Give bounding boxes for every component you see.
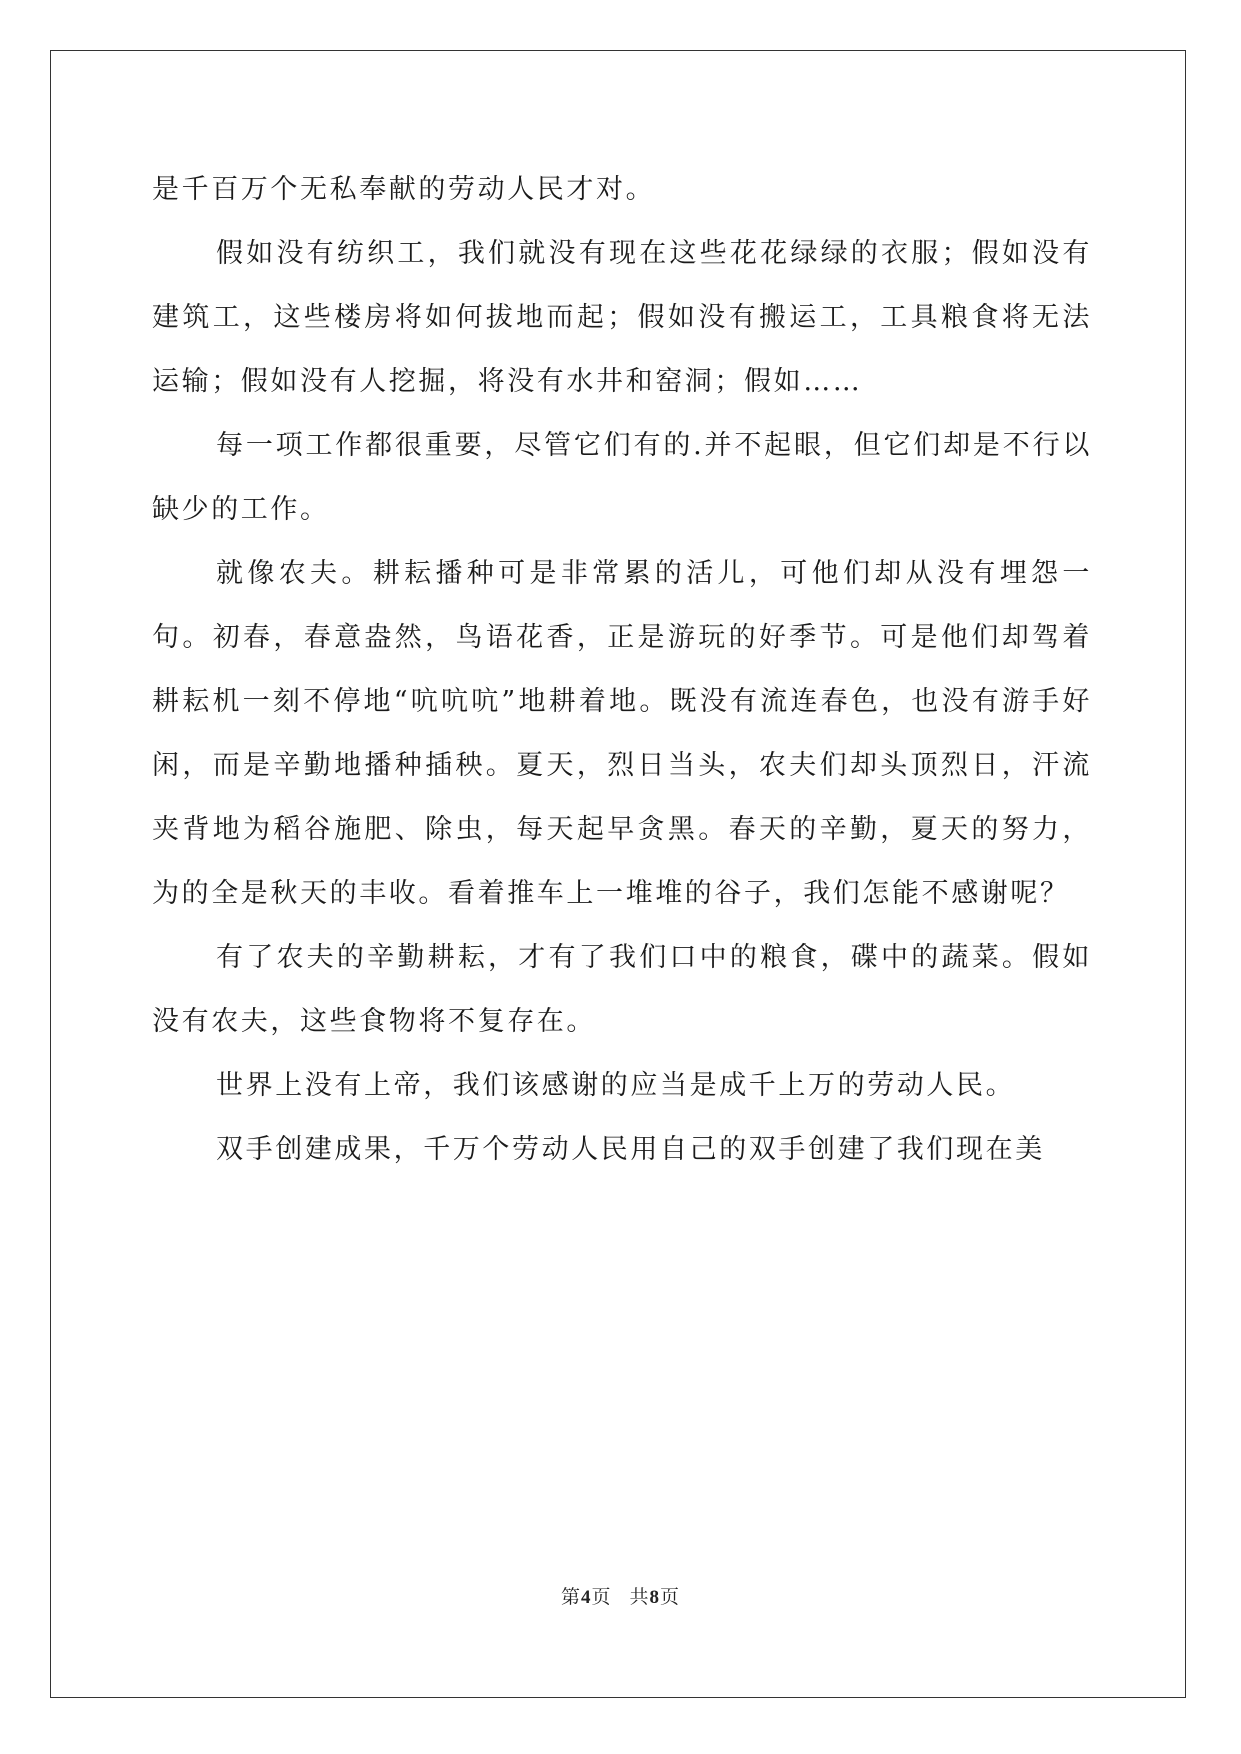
page-footer xyxy=(0,1582,1241,1609)
paragraph-3: 每一项工作都很重要，尽管它们有的.并不起眼，但它们却是不行以缺少的工作。 xyxy=(152,430,1092,525)
total-pages-prefix: 共 xyxy=(629,1586,650,1608)
paragraph-2: 假如没有纺织工，我们就没有现在这些花花绿绿的衣服；假如没有建筑工，这些楼房将如何拔地而起；假如没有搬运工，工具粮食将无法运输；假如没有人挖掘，将没有水井和窑洞；假如…… xyxy=(152,238,1092,397)
document-body xyxy=(152,158,1092,1182)
paragraph-1: 是千百万个无私奉献的劳动人民才对。 xyxy=(152,174,656,205)
paragraph-6: 世界上没有上帝，我们该感谢的应当是成千上万的劳动人民。 xyxy=(216,1070,1016,1101)
current-page-number: 4 xyxy=(580,1587,592,1608)
paragraph-5: 有了农夫的辛勤耕耘，才有了我们口中的粮食，碟中的蔬菜。假如没有农夫，这些食物将不复存在。 xyxy=(152,942,1092,1037)
total-pages-number: 8 xyxy=(649,1587,661,1608)
page-number-suffix: 页 xyxy=(591,1586,612,1608)
total-pages-suffix: 页 xyxy=(660,1586,681,1608)
paragraph-4: 就像农夫。耕耘播种可是非常累的活儿，可他们却从没有埋怨一句。初春，春意盎然，鸟语花香，正是游玩的好季节。可是他们却驾着耕耘机一刻不停地“吭吭吭”地耕着地。既没有流连春色，也没有游手好闲，而是辛勤地播种插秧。夏天，烈日当头，农夫们却头顶烈日，汗流夹背地为稻谷施肥、除虫，每天起早贪黑。春天的辛勤，夏天的努力，为的全是秋天的丰收。看着推车上一堆堆的谷子，我们怎能不感谢呢？ xyxy=(152,558,1092,909)
paragraph-7: 双手创建成果，千万个劳动人民用自己的双手创建了我们现在美 xyxy=(216,1134,1045,1165)
page-number-prefix: 第 xyxy=(560,1586,581,1608)
